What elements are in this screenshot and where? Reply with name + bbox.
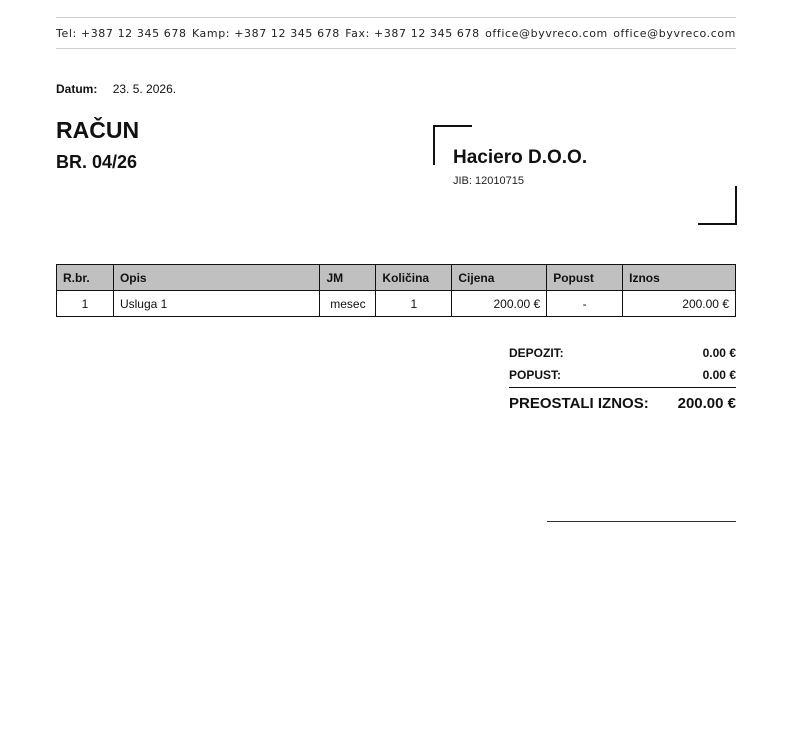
discount-value: 0.00 € (702, 368, 736, 382)
cell-cijena: 200.00 € (452, 291, 547, 317)
cell-jm: mesec (320, 291, 376, 317)
signature-line (547, 521, 736, 522)
total-row (509, 395, 736, 412)
cell-rbr: 1 (57, 291, 114, 317)
deposit-label: DEPOZIT: (509, 346, 564, 360)
invoice-title: RAČUN (56, 117, 140, 143)
client-jib: JIB: 12010715 (453, 175, 524, 187)
total-label: PREOSTALI IZNOS: (509, 395, 649, 412)
summary-block (509, 342, 736, 412)
invoice-number: BR. 04/26 (56, 152, 138, 172)
header-opis: Opis (113, 265, 320, 291)
date-label: Datum: (56, 82, 98, 96)
header-cijena: Cijena (452, 265, 547, 291)
kamp-phone-text: Kamp: +387 12 345 678 (191, 26, 340, 40)
header-iznos: Iznos (623, 265, 736, 291)
invoice-date (56, 82, 176, 96)
items-table (56, 264, 736, 317)
phone-text: Tel: +387 12 345 678 (56, 26, 187, 40)
discount-label: POPUST: (509, 368, 562, 382)
cell-kolicina: 1 (376, 291, 452, 317)
cell-popust: - (547, 291, 623, 317)
deposit-row (509, 342, 736, 364)
header-rbr: R.br. (57, 265, 114, 291)
header-jm: JM (320, 265, 376, 291)
discount-row (509, 364, 736, 386)
header-kolicina: Količina (376, 265, 452, 291)
client-name: Haciero D.O.O. (453, 147, 588, 168)
contact-bar (56, 17, 736, 49)
header-popust: Popust (547, 265, 623, 291)
fax-text: Fax: +387 12 345 678 (345, 26, 480, 40)
cell-opis: Usluga 1 (113, 291, 320, 317)
table-row (57, 291, 736, 317)
cell-iznos: 200.00 € (623, 291, 736, 317)
address-frame-corner-bottom-right (698, 186, 737, 225)
date-value: 23. 5. 2026. (112, 82, 177, 96)
email-link-secondary[interactable]: office@byvreco.com (613, 26, 736, 40)
email-link[interactable]: office@byvreco.com (485, 26, 608, 40)
summary-divider (509, 387, 736, 388)
total-value: 200.00 € (677, 395, 736, 412)
table-header-row (57, 265, 736, 291)
deposit-value: 0.00 € (702, 346, 736, 360)
